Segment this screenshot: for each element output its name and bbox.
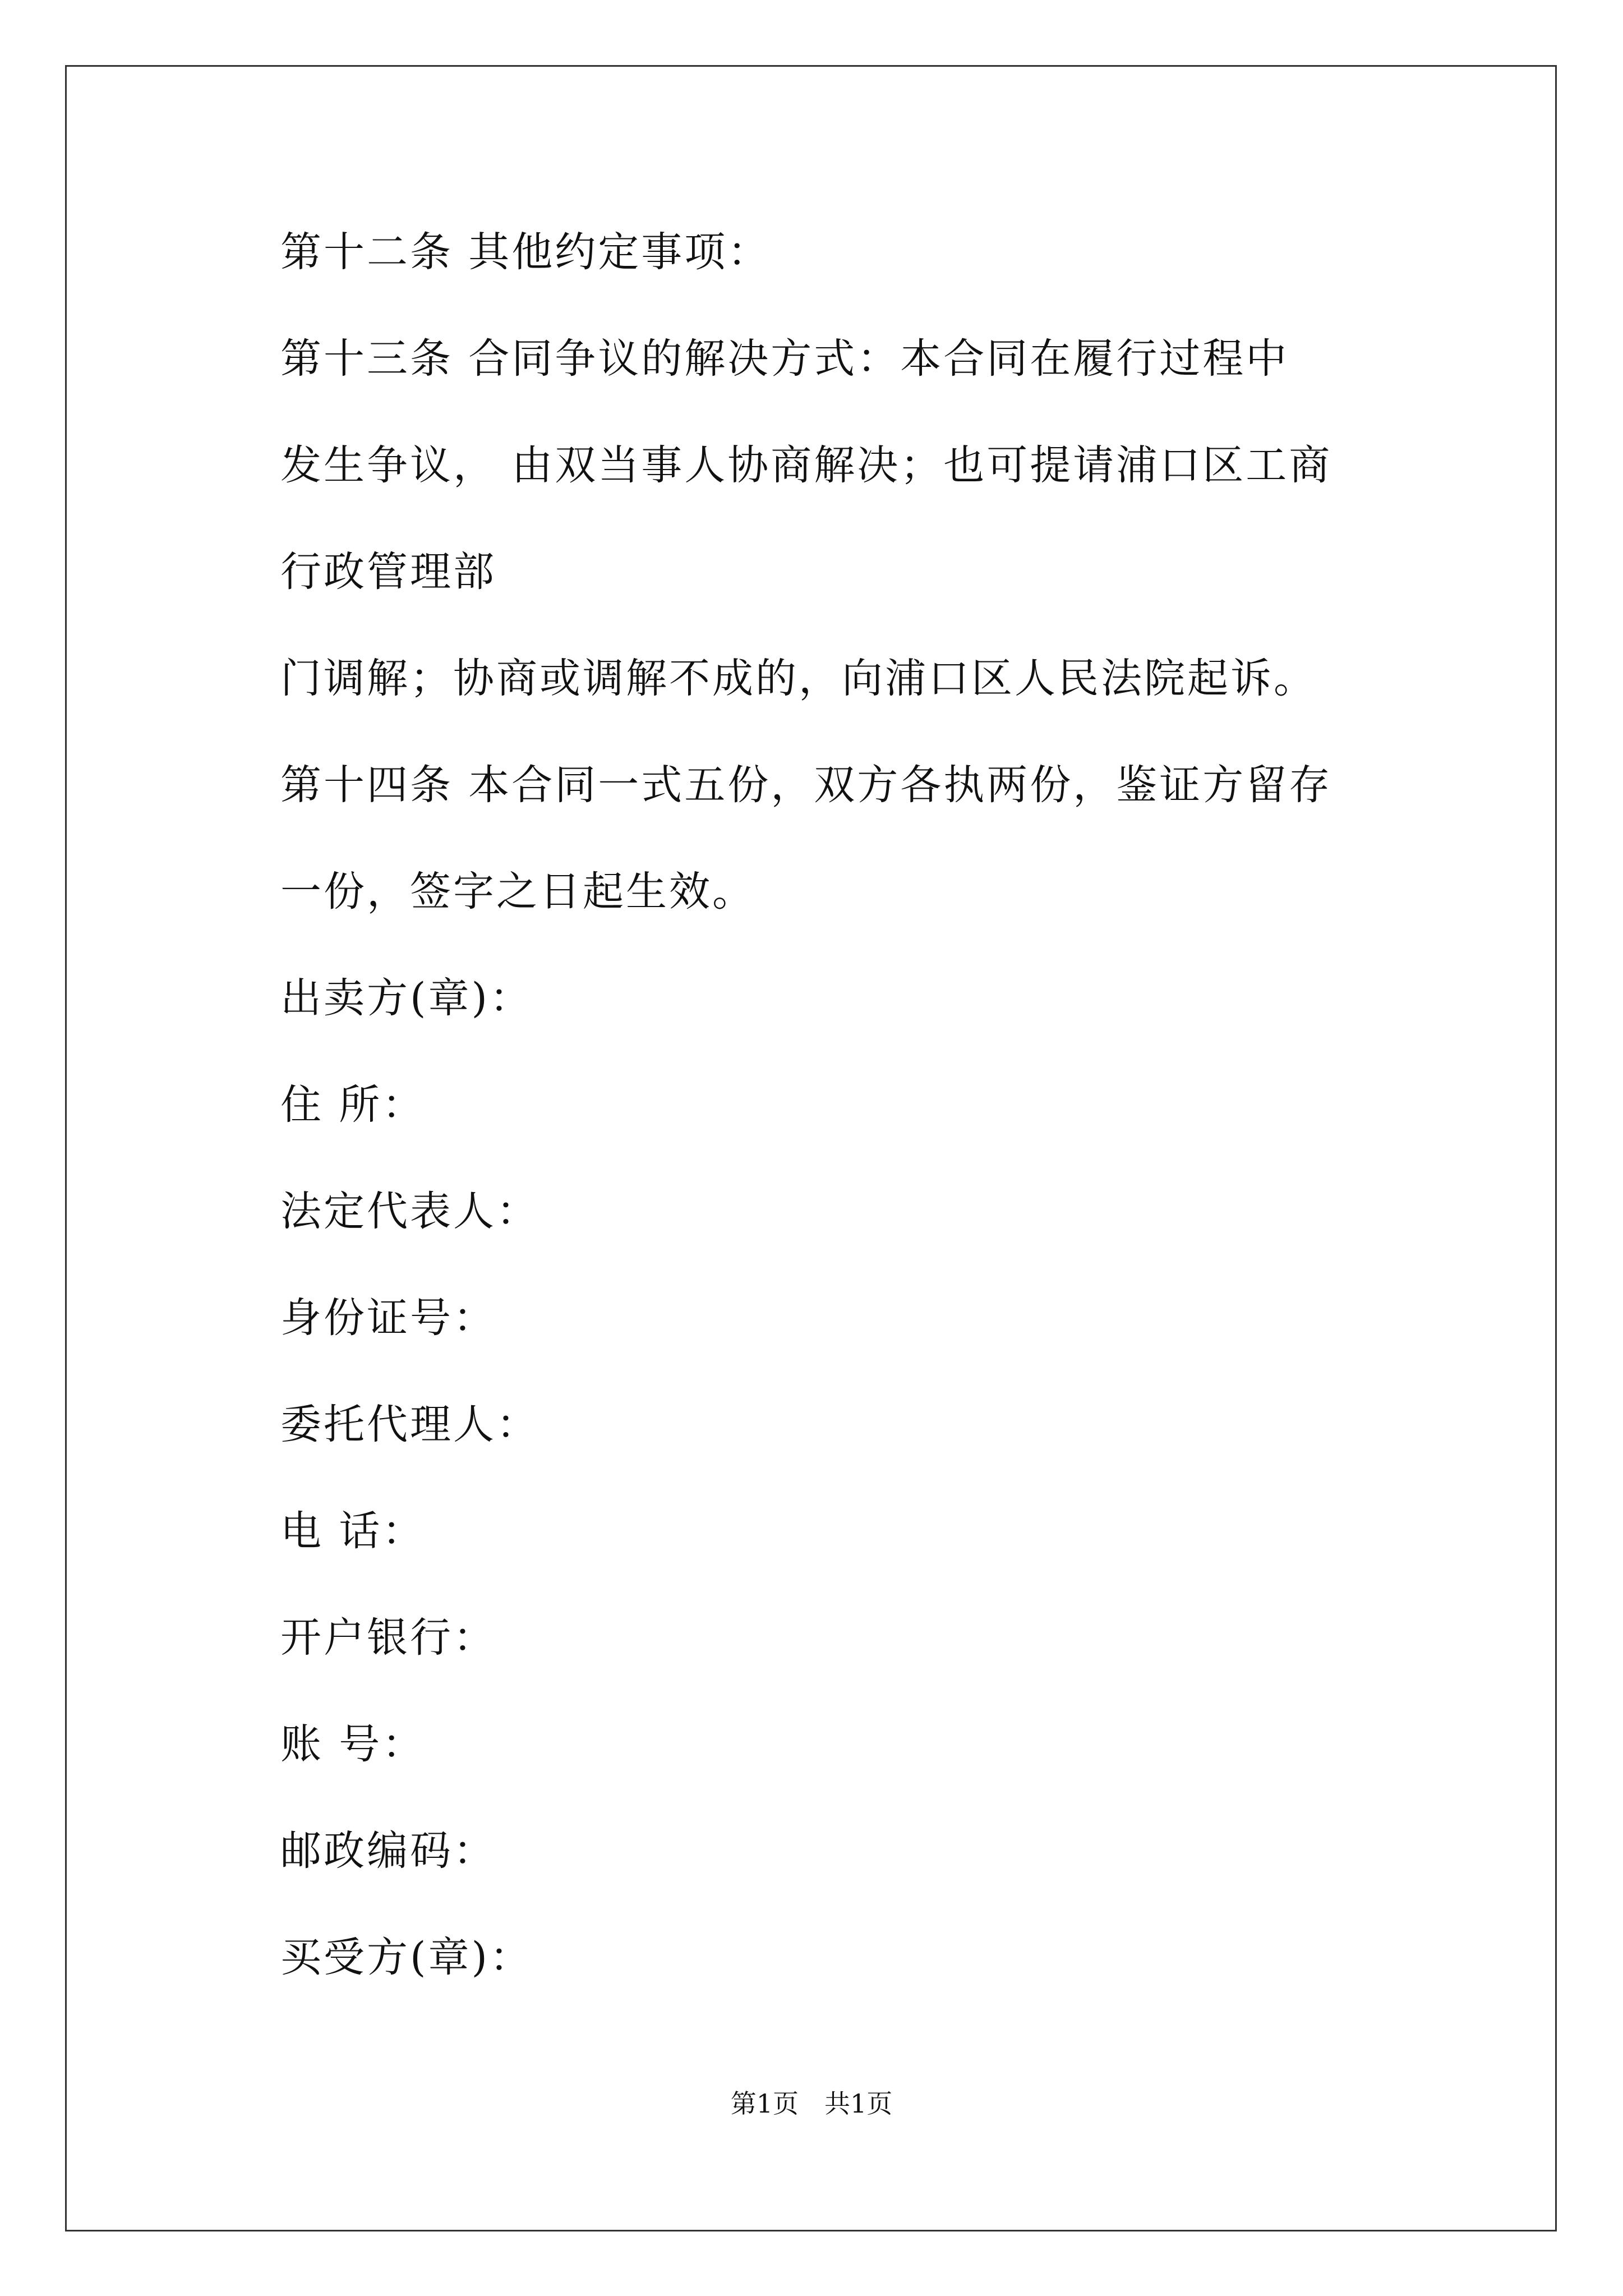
clause-12: 第十二条 其他约定事项： bbox=[280, 228, 771, 276]
phone-field: 电 话： bbox=[280, 1507, 426, 1555]
clause-13-line-4: 门调解；协商或调解不成的，向浦口区人民法院起诉。 bbox=[280, 655, 1317, 702]
page-border bbox=[65, 65, 1557, 2231]
clause-14-line-2: 一份，签字之日起生效。 bbox=[280, 868, 755, 915]
agent-field: 委托代理人： bbox=[280, 1401, 540, 1448]
bank-field: 开户银行： bbox=[280, 1614, 496, 1662]
postal-code-field: 邮政编码： bbox=[280, 1827, 496, 1875]
address-field: 住 所： bbox=[280, 1081, 426, 1129]
clause-13-line-1: 第十三条 合同争议的解决方式：本合同在履行过程中 bbox=[280, 335, 1289, 383]
clause-13-line-3: 行政管理部 bbox=[280, 548, 496, 596]
id-number-field: 身份证号： bbox=[280, 1294, 496, 1342]
page-number: 第1页 共1页 bbox=[730, 2088, 893, 2119]
seller-seal-field: 出卖方(章)： bbox=[280, 974, 533, 1022]
legal-representative-field: 法定代表人： bbox=[280, 1188, 540, 1235]
account-field: 账 号： bbox=[280, 1720, 426, 1768]
buyer-seal-field: 买受方(章)： bbox=[280, 1934, 533, 1981]
clause-14-line-1: 第十四条 本合同一式五份，双方各执两份，鉴证方留存 bbox=[280, 761, 1332, 809]
clause-13-line-2: 发生争议， 由双当事人协商解决；也可提请浦口区工商 bbox=[280, 441, 1332, 489]
